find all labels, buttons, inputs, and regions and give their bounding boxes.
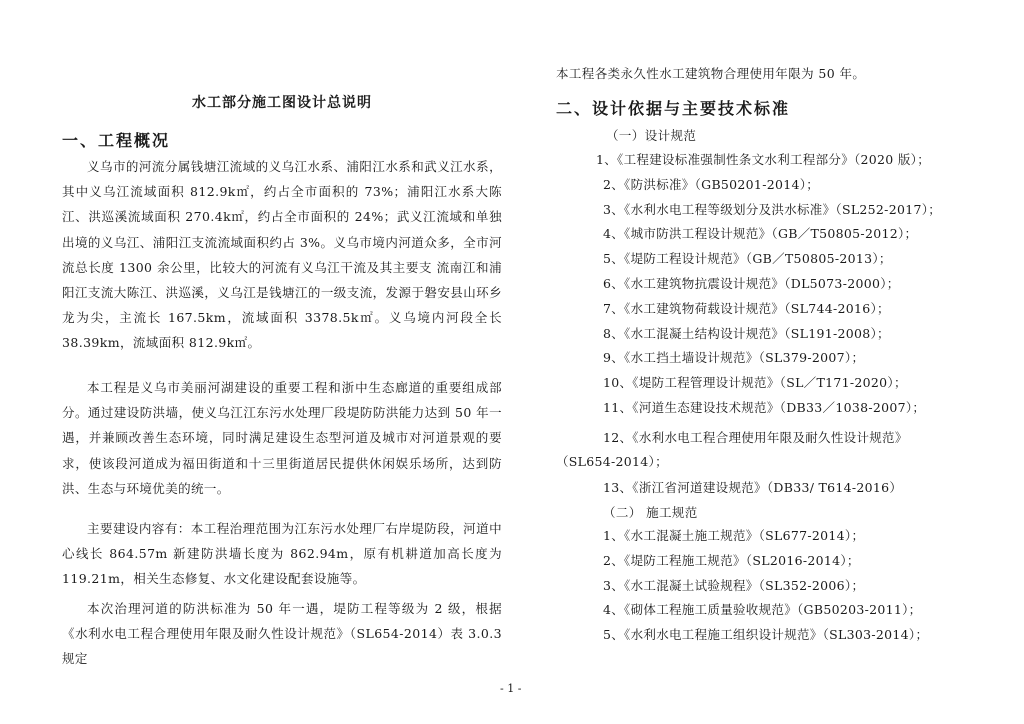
list-item: 5、《堤防工程设计规范》（GB／T50805-2013）；: [603, 251, 892, 267]
document-title: 水工部分施工图设计总说明: [192, 95, 372, 111]
list-item: 3、《水工混凝土试验规程》（SL352-2006）；: [603, 577, 865, 593]
list-item: 10、《堤防工程管理设计规范》（SL／T171-2020）；: [603, 375, 907, 391]
design-spec-12-continued: （SL654-2014）；: [556, 454, 668, 469]
subheading-design-specs: （一）设计规范: [606, 128, 697, 143]
overview-paragraph-3: 主要建设内容有：本工程治理范围为江东污水处理厂右岸堤防段，河道中心线长 864.57m 新建防洪墙长度为 862.94m，原有机耕道加高长度为 119.21m，相关生态修复、水文化建设配套设施等。: [62, 521, 502, 587]
section-heading-design-basis: 二、设计依据与主要技术标准: [556, 99, 791, 118]
list-item: 1、《水工混凝土施工规范》（SL677-2014）；: [603, 528, 865, 543]
subheading-construction-specs: （二） 施工规范: [603, 505, 698, 520]
list-item: 6、《水工建筑物抗震设计规范》（DL5073-2000）；: [603, 275, 900, 291]
list-item: 7、《水工建筑物荷载设计规范》（SL744-2016）；: [603, 300, 890, 316]
list-item: 8、《水工混凝土结构设计规范》（SL191-2008）；: [603, 325, 890, 341]
list-item: 5、《水利水电工程施工组织设计规范》（SL303-2014）；: [603, 627, 929, 643]
list-item: 4、《城市防洪工程设计规范》（GB／T50805-2012）；: [603, 226, 918, 242]
overview-paragraph-4-continued: 本工程各类永久性水工建筑物合理使用年限为 50 年。: [556, 66, 866, 81]
design-spec-list: [596, 148, 941, 421]
list-item: 1、《工程建设标准强制性条文水利工程部分》（2020 版）；: [596, 152, 930, 167]
list-item: 4、《砌体工程施工质量验收规范》（GB50203-2011）；: [603, 602, 922, 618]
page-number: - 1 -: [500, 682, 522, 695]
list-item: 9、《水工挡土墙设计规范》（SL379-2007）；: [603, 350, 865, 366]
design-spec-13: 13、《浙江省河道建设规范》（DB33/ T614-2016）: [603, 480, 903, 495]
design-spec-12: 12、《水利水电工程合理使用年限及耐久性设计规范》: [603, 430, 908, 445]
overview-paragraph-1: 义乌市的河流分属钱塘江流域的义乌江水系、浦阳江水系和武义江水系，其中义乌江流域面积 812.9k㎡，约占全市面积的 73%；浦阳江水系大陈江、洪巡溪流域面积 270.4k㎡，约占全市面积的 24%；武义江流域和单独出境的义乌江、浦阳江支流流域面积约占 3%。义乌市境内河道众多，全市河流总长度 1300 余公里，比较大的河流有义乌江干流及其主要支 流南江和浦阳江支流大陈江、洪巡溪，义乌江是钱塘江的一级支流，发源于磐安县山环乡龙为尖，主流长 167.5km，流域面积 3378.5k㎡。义乌境内河段全长 38.39km，流域面积 812.9k㎡。: [62, 159, 502, 351]
section-heading-overview: 一、工程概况: [62, 131, 171, 150]
list-item: 11、《河道生态建设技术规范》（DB33／1038-2007）；: [603, 399, 926, 415]
overview-paragraph-2: 本工程是义乌市美丽河湖建设的重要工程和浙中生态廊道的重要组成部分。通过建设防洪墙，使义乌江江东污水处理厂段堤防防洪能力达到 50 年一遇，并兼顾改善生态环境，同时满足建设生态型河道及城市对河道景观的要求，使该段河道成为福田街道和十三里街道居民提供休闲娱乐场所，达到防洪、生态与环境优美的统一。: [62, 380, 502, 496]
construction-spec-list: [603, 524, 928, 648]
list-item: 3、《水利水电工程等级划分及洪水标准》（SL252-2017）；: [603, 201, 942, 217]
list-item: 2、《堤防工程施工规范》（SL2016-2014）；: [603, 552, 860, 568]
overview-paragraph-4: 本次治理河道的防洪标准为 50 年一遇，堤防工程等级为 2 级，根据《水利水电工程合理使用年限及耐久性设计规范》（SL654-2014）表 3.0.3 规定: [62, 601, 502, 667]
list-item: 2、《防洪标准》（GB50201-2014）；: [603, 176, 820, 192]
